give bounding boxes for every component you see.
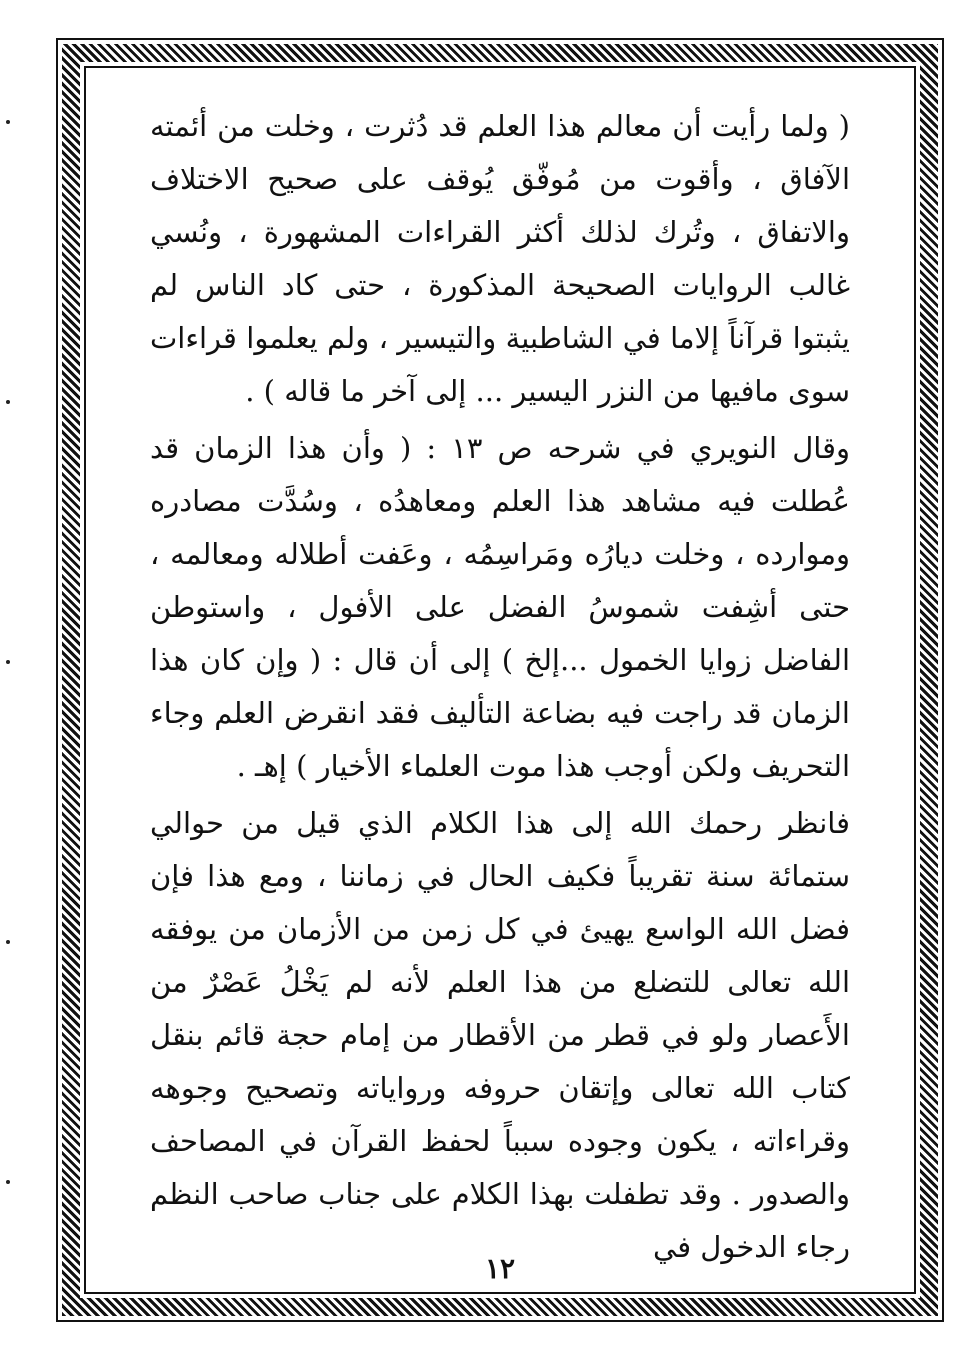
- margin-dot: [6, 400, 10, 404]
- margin-dot: [6, 1180, 10, 1184]
- margin-dot: [6, 660, 10, 664]
- paragraph-2: وقال النويري في شرحه ص ١٣ : ( وأن هذا الزمان قد عُطلت فيه مشاهد هذا العلم ومعاهدُه ، وسُدَّت مصادره وموارده ، وخلت ديارُه ومَراسِمُه ، وعَفت أطلاله ومعالمه ، حتى أشِفت شموسُ الفضل على الأفول ، واستوطن الفاضل زوايا الخمول ...إلخ ) إلى أن قال : ( وإن كان هذا الزمان قد راجت فيه بضاعة التأليف فقد انقرض العلم وجاء التحريف ولكن أوجب هذا موت العلماء الأخيار ) إهـ .: [150, 431, 850, 783]
- page-body: [150, 100, 850, 1264]
- page-number: ١٢: [484, 1252, 516, 1285]
- margin-dot: [6, 940, 10, 944]
- paragraph-3: فانظر رحمك الله إلى هذا الكلام الذي قيل من حوالي ستمائة سنة تقريباً فكيف الحال في زماننا ، ومع هذا فإن فضل الله الواسع يهيئ في كل زمن من الأزمان من يوفقه الله تعالى للتضلع من هذا العلم لأنه لم يَخْلُ عَصْرٌ من الأَعصار ولو في قطر من الأقطار من إمام حجة قائم بنقل كتاب الله تعالى وإتقان حروفه ورواياته وتصحيح وجوهه وقراءاته ، يكون وجوده سبباً لحفظ القرآن في المصاحف والصدور . وقد تطفلت بهذا الكلام على جناب صاحب النظم رجاء الدخول في: [150, 806, 850, 1264]
- paragraph-1: ( ولما رأيت أن معالم هذا العلم قد دُثرت ، وخلت من أئمته الآفاق ، وأقوت من مُوفّق يُوقف على صحيح الاختلاف والاتفاق ، وتُرك لذلك أكثر القراءات المشهورة ، ونُسي غالب الروايات الصحيحة المذكورة ، حتى كاد الناس لم يثبتوا قرآناً إلاما في الشاطبية والتيسير ، ولم يعلموا قراءات سوى مافيها من النزر اليسير ... إلى آخر ما قاله ) .: [150, 109, 850, 408]
- margin-dot: [6, 120, 10, 124]
